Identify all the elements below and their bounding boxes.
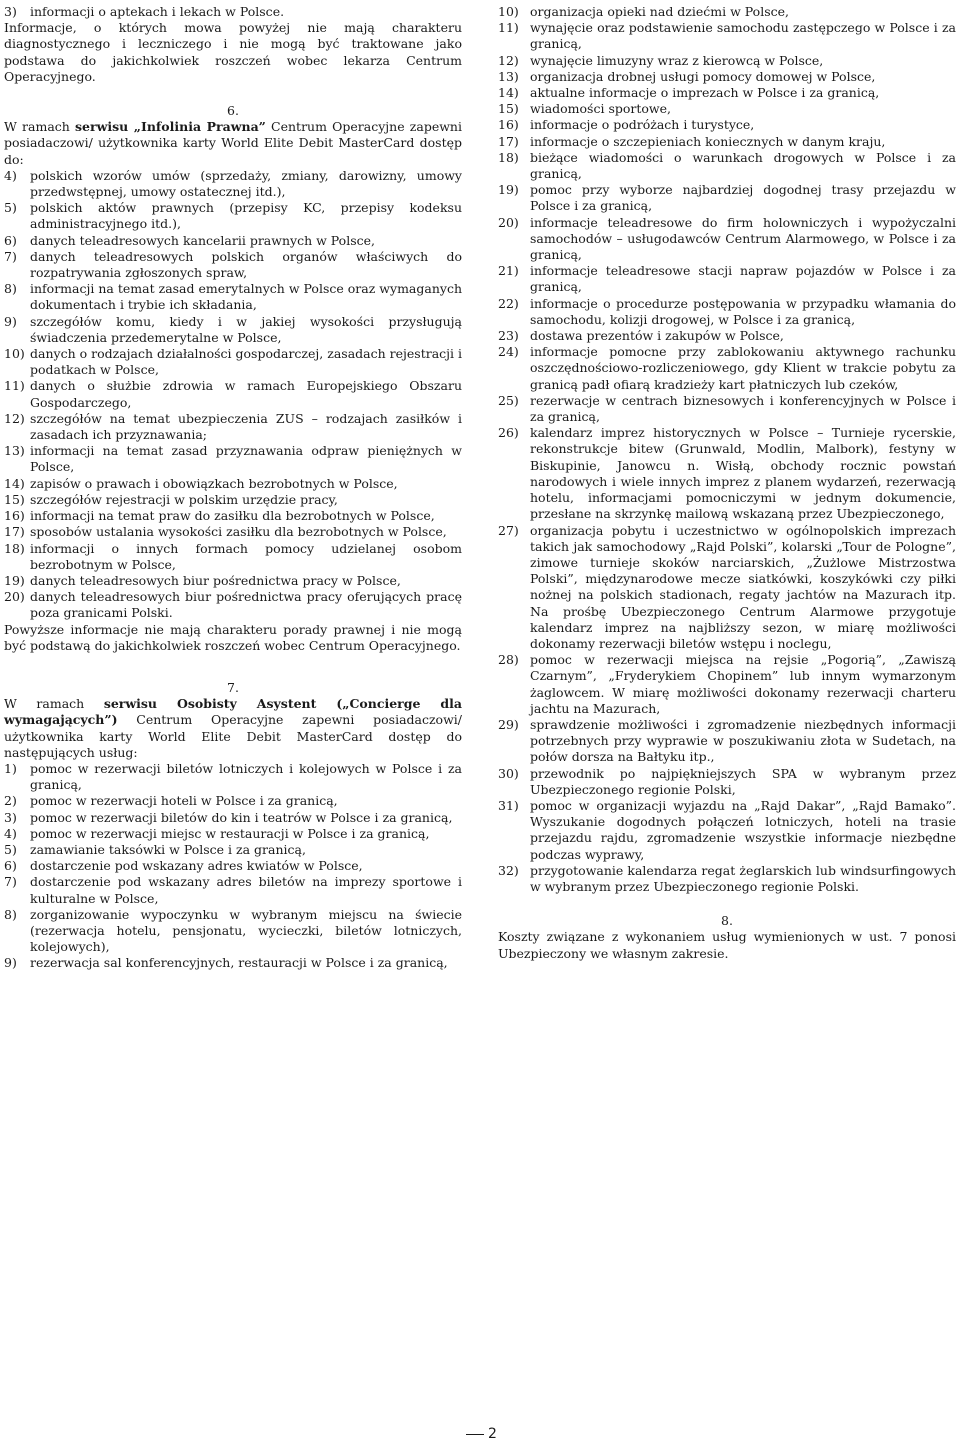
section-paragraph: Koszty związane z wykonaniem usług wymienionych w ust. 7 ponosi Ubezpieczony we własnym zakresie.: [498, 929, 956, 961]
list-item: [498, 652, 956, 717]
list-item: [4, 492, 462, 508]
service-list: [4, 168, 462, 622]
item-number: 8): [4, 906, 17, 922]
item-number: 15): [498, 101, 519, 117]
item-text: sprawdzenie możliwości i zgromadzenie niezbędnych informacji potrzebnych przy wyprawie w poszukiwaniu złota w Sudetach, na połów dorsza na Bałtyku itp.,: [530, 716, 956, 765]
closing-paragraph: Powyższe informacje nie mają charakteru porady prawnej i nie mogą być podstawą do jakichkolwiek roszczeń wobec Centrum Operacyjnego.: [4, 621, 462, 653]
item-number: 16): [4, 508, 25, 524]
list-item: [4, 249, 462, 281]
page-number-text: 2: [488, 1426, 497, 1442]
list-item: [498, 134, 956, 150]
item-number: 29): [498, 716, 519, 732]
list-item: [498, 344, 956, 393]
item-text: wiadomości sportowe,: [530, 101, 671, 117]
item-number: 13): [498, 68, 519, 84]
item-text: pomoc w rezerwacji miejsca na rejsie „Pogorią”, „Zawiszą Czarnym”, „Fryderykiem Chopinem” lub innym wymarzonym żaglowcem. W miarę możliwości dokonamy rezerwacji charteru jachtu na Mazurach,: [530, 652, 956, 716]
item-text: pomoc w rezerwacji biletów do kin i teatrów w Polsce i za granicą,: [30, 809, 453, 825]
item-text: wynajęcie limuzyny wraz z kierowcą w Polsce,: [530, 52, 824, 68]
list-item: [498, 69, 956, 85]
list-item: [4, 411, 462, 443]
item-text: wynajęcie oraz podstawienie samochodu zastępczego w Polsce i za granicą,: [530, 20, 956, 52]
item-text: informacji na temat praw do zasiłku dla bezrobotnych w Polsce,: [30, 508, 435, 524]
item-text: danych teleadresowych biur pośrednictwa pracy oferujących pracę poza granicami Polski.: [30, 589, 462, 621]
list-item: [4, 200, 462, 232]
item-number: 20): [498, 214, 519, 230]
list-item: [4, 810, 462, 826]
item-text: zorganizowanie wypoczynku w wybranym miejscu na świecie (rezerwacja hotelu, pensjonatu, wycieczki, biletów lotniczych, kolejowych),: [30, 906, 462, 955]
item-number: 17): [498, 133, 519, 149]
item-text: bieżące wiadomości o warunkach drogowych w Polsce i za granicą,: [530, 149, 956, 182]
item-number: 15): [4, 491, 25, 507]
item-number: 13): [4, 443, 25, 459]
section-intro: [4, 119, 462, 168]
item-text: danych o rodzajach działalności gospodarczej, zasadach rejestracji i podatkach w Polsce,: [30, 346, 462, 378]
item-text: informacje teleadresowe do firm holowniczych i wypożyczalni samochodów – usługodawców Centrum Alarmowego, w Polsce i za granicą,: [530, 214, 956, 263]
list-item: [4, 907, 462, 956]
item-text: rezerwacja sal konferencyjnych, restauracji w Polsce i za granicą,: [30, 955, 448, 971]
item-text: danych teleadresowych kancelarii prawnych w Polsce,: [30, 232, 375, 248]
item-text: rezerwacje w centrach biznesowych i konferencyjnych w Polsce i za granicą,: [530, 392, 956, 425]
item-number: 6): [4, 858, 17, 874]
list-item: [4, 842, 462, 858]
intro-text: Centrum Operacyjne zapewni posiadaczowi/ użytkownika karty World Elite Debit MasterCard dostęp do:: [4, 119, 462, 167]
list-item: [4, 314, 462, 346]
item-number: 3): [4, 809, 17, 825]
intro-text: W ramach: [4, 696, 104, 712]
item-text: organizacja pobytu i uczestnictwo w ogólnopolskich imprezach takich jak samochodowy „Rajd Polski”, kolarski „Tour de Pologne”, zimowe turnieje skoków narciarskich, „Żużlowe Mistrzostwa Polski”, międzynarodowe mecze siatkówki, koszykówki czy piłki nożnej na polskich stadionach, regaty jachtów na Mazurach itp. Na prośbę Ubezpieczonego Centrum Alarmowe przygotuje kalendarz imprez na najbliższy sezon, w miarę możliwości dokonamy rezerwacji biletów wstępu i noclegu,: [530, 522, 956, 651]
item-text: pomoc w organizacji wyjazdu na „Rajd Dakar”, „Rajd Bamako”. Wyszukanie dogodnych połączeń lotniczych, hoteli na trasie przejazdu rajdu, zgromadzenie wszystkie informacje niezbędne podczas wyprawy,: [530, 797, 956, 862]
item-number: 16): [498, 117, 519, 133]
list-item: [498, 53, 956, 69]
item-text: szczegółów rejestracji w polskim urzędzie pracy,: [30, 491, 338, 507]
item-text: informacji o innych formach pomocy udzielanej osobom bezrobotnym w Polsce,: [30, 540, 462, 572]
list-item: [498, 523, 956, 653]
list-item: [4, 826, 462, 842]
service-name: serwisu Osobisty Asystent („Concierge dla wymagających”): [4, 696, 462, 728]
item-number: 2): [4, 793, 17, 809]
item-number: 10): [4, 346, 25, 362]
item-text: dostarczenie pod wskazany adres kwiatów w Polsce,: [30, 858, 363, 874]
list-item: [498, 20, 956, 52]
item-text: pomoc w rezerwacji biletów lotniczych i kolejowych w Polsce i za granicą,: [30, 760, 462, 793]
item-text: danych teleadresowych polskich organów właściwych do rozpatrywania zgłoszonych spraw,: [30, 248, 462, 281]
item-number: 14): [4, 475, 25, 491]
item-number: 28): [498, 652, 519, 668]
item-number: 9): [4, 955, 17, 971]
disclaimer-paragraph: Informacje, o których mowa powyżej nie mają charakteru diagnostycznego i leczniczego i nie mogą być traktowane jako podstawa do jakichkolwiek roszczeń wobec lekarza Centrum Operacyjnego.: [4, 20, 462, 84]
list-item: [498, 117, 956, 133]
list-item: [4, 508, 462, 524]
item-text: informacji na temat zasad emerytalnych w Polsce oraz wymaganych dokumentach i trybie ich składania,: [30, 281, 462, 313]
item-number: 25): [498, 392, 519, 408]
item-number: 21): [498, 263, 519, 279]
list-item: [498, 101, 956, 117]
item-text: przewodnik po najpiękniejszych SPA w wybranym przez Ubezpieczonego regionie Polski,: [530, 765, 956, 797]
item-text: danych teleadresowych biur pośrednictwa pracy w Polsce,: [30, 572, 401, 588]
item-text: informacje pomocne przy zablokowaniu aktywnego rachunku oszczędnościowo-rozliczeniowego, gdy Klient w trakcie pobytu za granicą padł ofiarą kradzieży kart płatniczych lub czeków,: [530, 344, 956, 392]
service-name: serwisu „Infolinia Prawna”: [75, 119, 266, 135]
item-number: 4): [4, 825, 17, 841]
item-number: 8): [4, 281, 17, 297]
item-text: informacji na temat zasad przyznawania odpraw pieniężnych w Polsce,: [30, 443, 462, 475]
left-column: [4, 4, 462, 972]
item-text: kalendarz imprez historycznych w Polsce – Turnieje rycerskie, rekonstrukcje bitew (Grunwald, Modlin, Malbork), festyny w Biskupinie, Janowcu n. Wisłą, obchody rocznic powstań narodowych i wiele innych imprez z planem wydarzeń, rezerwacją hotelu, informacjami pomocniczymi w jednym dokumencie, przesłane na skrzynkę mailową wskazaną przez Ubezpieczonego,: [530, 425, 956, 522]
item-number: 12): [498, 52, 519, 68]
item-text: organizacja opieki nad dziećmi w Polsce,: [530, 4, 789, 19]
list-item: [498, 215, 956, 264]
item-text: sposobów ustalania wysokości zasiłku dla bezrobotnych w Polsce,: [30, 524, 447, 540]
item-text: informacje o szczepieniach koniecznych w danym kraju,: [530, 133, 886, 149]
item-number: 12): [4, 410, 25, 426]
item-text: zamawianie taksówki w Polsce i za granicą,: [30, 841, 306, 857]
item-number: 18): [4, 540, 25, 556]
list-item: [4, 378, 462, 410]
item-text: organizacja drobnej usługi pomocy domowej w Polsce,: [530, 68, 876, 84]
right-column: [498, 4, 956, 962]
item-text: przygotowanie kalendarza regat żeglarskich lub windsurfingowych w wybranym przez Ubezpieczonego regionie Polski.: [530, 862, 956, 894]
page-dash: [466, 1434, 484, 1435]
item-text: pomoc przy wyborze najbardziej dogodnej trasy przejazdu w Polsce i za granicą,: [530, 182, 956, 214]
item-number: 20): [4, 589, 25, 605]
intro-text: Centrum Operacyjne zapewni posiadaczowi/ użytkownika karty World Elite Debit MasterCard dostęp do następujących usług:: [4, 712, 462, 760]
section-number: 7.: [227, 679, 239, 695]
list-item: [4, 858, 462, 874]
list-item: [4, 168, 462, 200]
item-number: 4): [4, 167, 17, 183]
list-item: [4, 476, 462, 492]
list-item: [4, 955, 462, 971]
item-number: 7): [4, 248, 17, 264]
item-text: danych o służbie zdrowia w ramach Europejskiego Obszaru Gospodarczego,: [30, 378, 462, 410]
list-item: [4, 281, 462, 313]
list-item: [498, 425, 956, 522]
list-item: [498, 717, 956, 766]
item-text: aktualne informacje o imprezach w Polsce i za granicą,: [530, 85, 880, 101]
list-item: [4, 874, 462, 906]
item-number: 30): [498, 765, 519, 781]
service-list: [498, 4, 956, 895]
list-item: [498, 328, 956, 344]
item-number: 26): [498, 425, 519, 441]
item-text: szczegółów komu, kiedy i w jakiej wysokości przysługują świadczenia przedemerytalne w Polsce,: [30, 313, 462, 345]
item-number: 31): [498, 797, 519, 813]
item-text: informacje o procedurze postępowania w przypadku włamania do samochodu, kolizji drogowej, w Polsce i za granicą,: [530, 295, 956, 327]
section-intro: [4, 696, 462, 761]
list-item: [498, 393, 956, 425]
list-item: [498, 263, 956, 295]
item-number: 3): [4, 4, 17, 19]
item-number: 14): [498, 85, 519, 101]
item-text: polskich aktów prawnych (przepisy KC, przepisy kodeksu administracyjnego itd.),: [30, 200, 462, 232]
item-number: 6): [4, 232, 17, 248]
item-text: dostawa prezentów i zakupów w Polsce,: [530, 328, 784, 344]
list-item: [4, 573, 462, 589]
list-item: [498, 863, 956, 895]
item-text: dostarczenie pod wskazany adres biletów na imprezy sportowe i kulturalne w Polsce,: [30, 874, 462, 906]
service-list: [4, 761, 462, 972]
item-number: 23): [498, 328, 519, 344]
item-number: 32): [498, 862, 519, 878]
item-number: 19): [4, 572, 25, 588]
item-number: 11): [498, 20, 519, 36]
list-item: [498, 85, 956, 101]
item-number: 10): [498, 4, 519, 19]
item-text: informacje o podróżach i turystyce,: [530, 117, 755, 133]
list-item: [498, 150, 956, 182]
item-number: 5): [4, 200, 17, 216]
item-number: 17): [4, 524, 25, 540]
item-number: 7): [4, 874, 17, 890]
list-item: [498, 182, 956, 214]
item-number: 1): [4, 760, 17, 776]
list-item: [4, 4, 462, 20]
item-number: 19): [498, 182, 519, 198]
list-item: [4, 793, 462, 809]
section-number: 8.: [721, 913, 733, 929]
list-item: [498, 766, 956, 798]
list-item: [4, 443, 462, 475]
page-number: [466, 1426, 497, 1442]
item-text: szczegółów na temat ubezpieczenia ZUS – rodzajach zasiłków i zasadach ich przyznawania;: [30, 410, 462, 443]
item-number: 5): [4, 841, 17, 857]
item-text: informacje teleadresowe stacji napraw pojazdów w Polsce i za granicą,: [530, 263, 956, 295]
list-item: [4, 541, 462, 573]
item-text: polskich wzorów umów (sprzedaży, zmiany, darowizny, umowy przedwstępnej, umowy ostatecznej itd.),: [30, 167, 462, 200]
item-text: pomoc w rezerwacji hoteli w Polsce i za granicą,: [30, 793, 338, 809]
item-number: 24): [498, 344, 519, 360]
list-item: [4, 346, 462, 378]
item-number: 18): [498, 149, 519, 165]
list-item: [498, 798, 956, 863]
item-text: informacji o aptekach i lekach w Polsce.: [30, 4, 285, 19]
list-item: [4, 589, 462, 621]
list-item: [4, 233, 462, 249]
item-number: 9): [4, 313, 17, 329]
list-item: [4, 524, 462, 540]
section-number: 6.: [227, 103, 239, 119]
list-item: [498, 4, 956, 20]
item-number: 22): [498, 295, 519, 311]
list-item: [4, 761, 462, 793]
list-item: [498, 296, 956, 328]
item-number: 27): [498, 522, 519, 538]
item-text: zapisów o prawach i obowiązkach bezrobotnych w Polsce,: [30, 475, 398, 491]
item-number: 11): [4, 378, 25, 394]
item-text: pomoc w rezerwacji miejsc w restauracji w Polsce i za granicą,: [30, 825, 430, 841]
intro-text: W ramach: [4, 119, 76, 135]
